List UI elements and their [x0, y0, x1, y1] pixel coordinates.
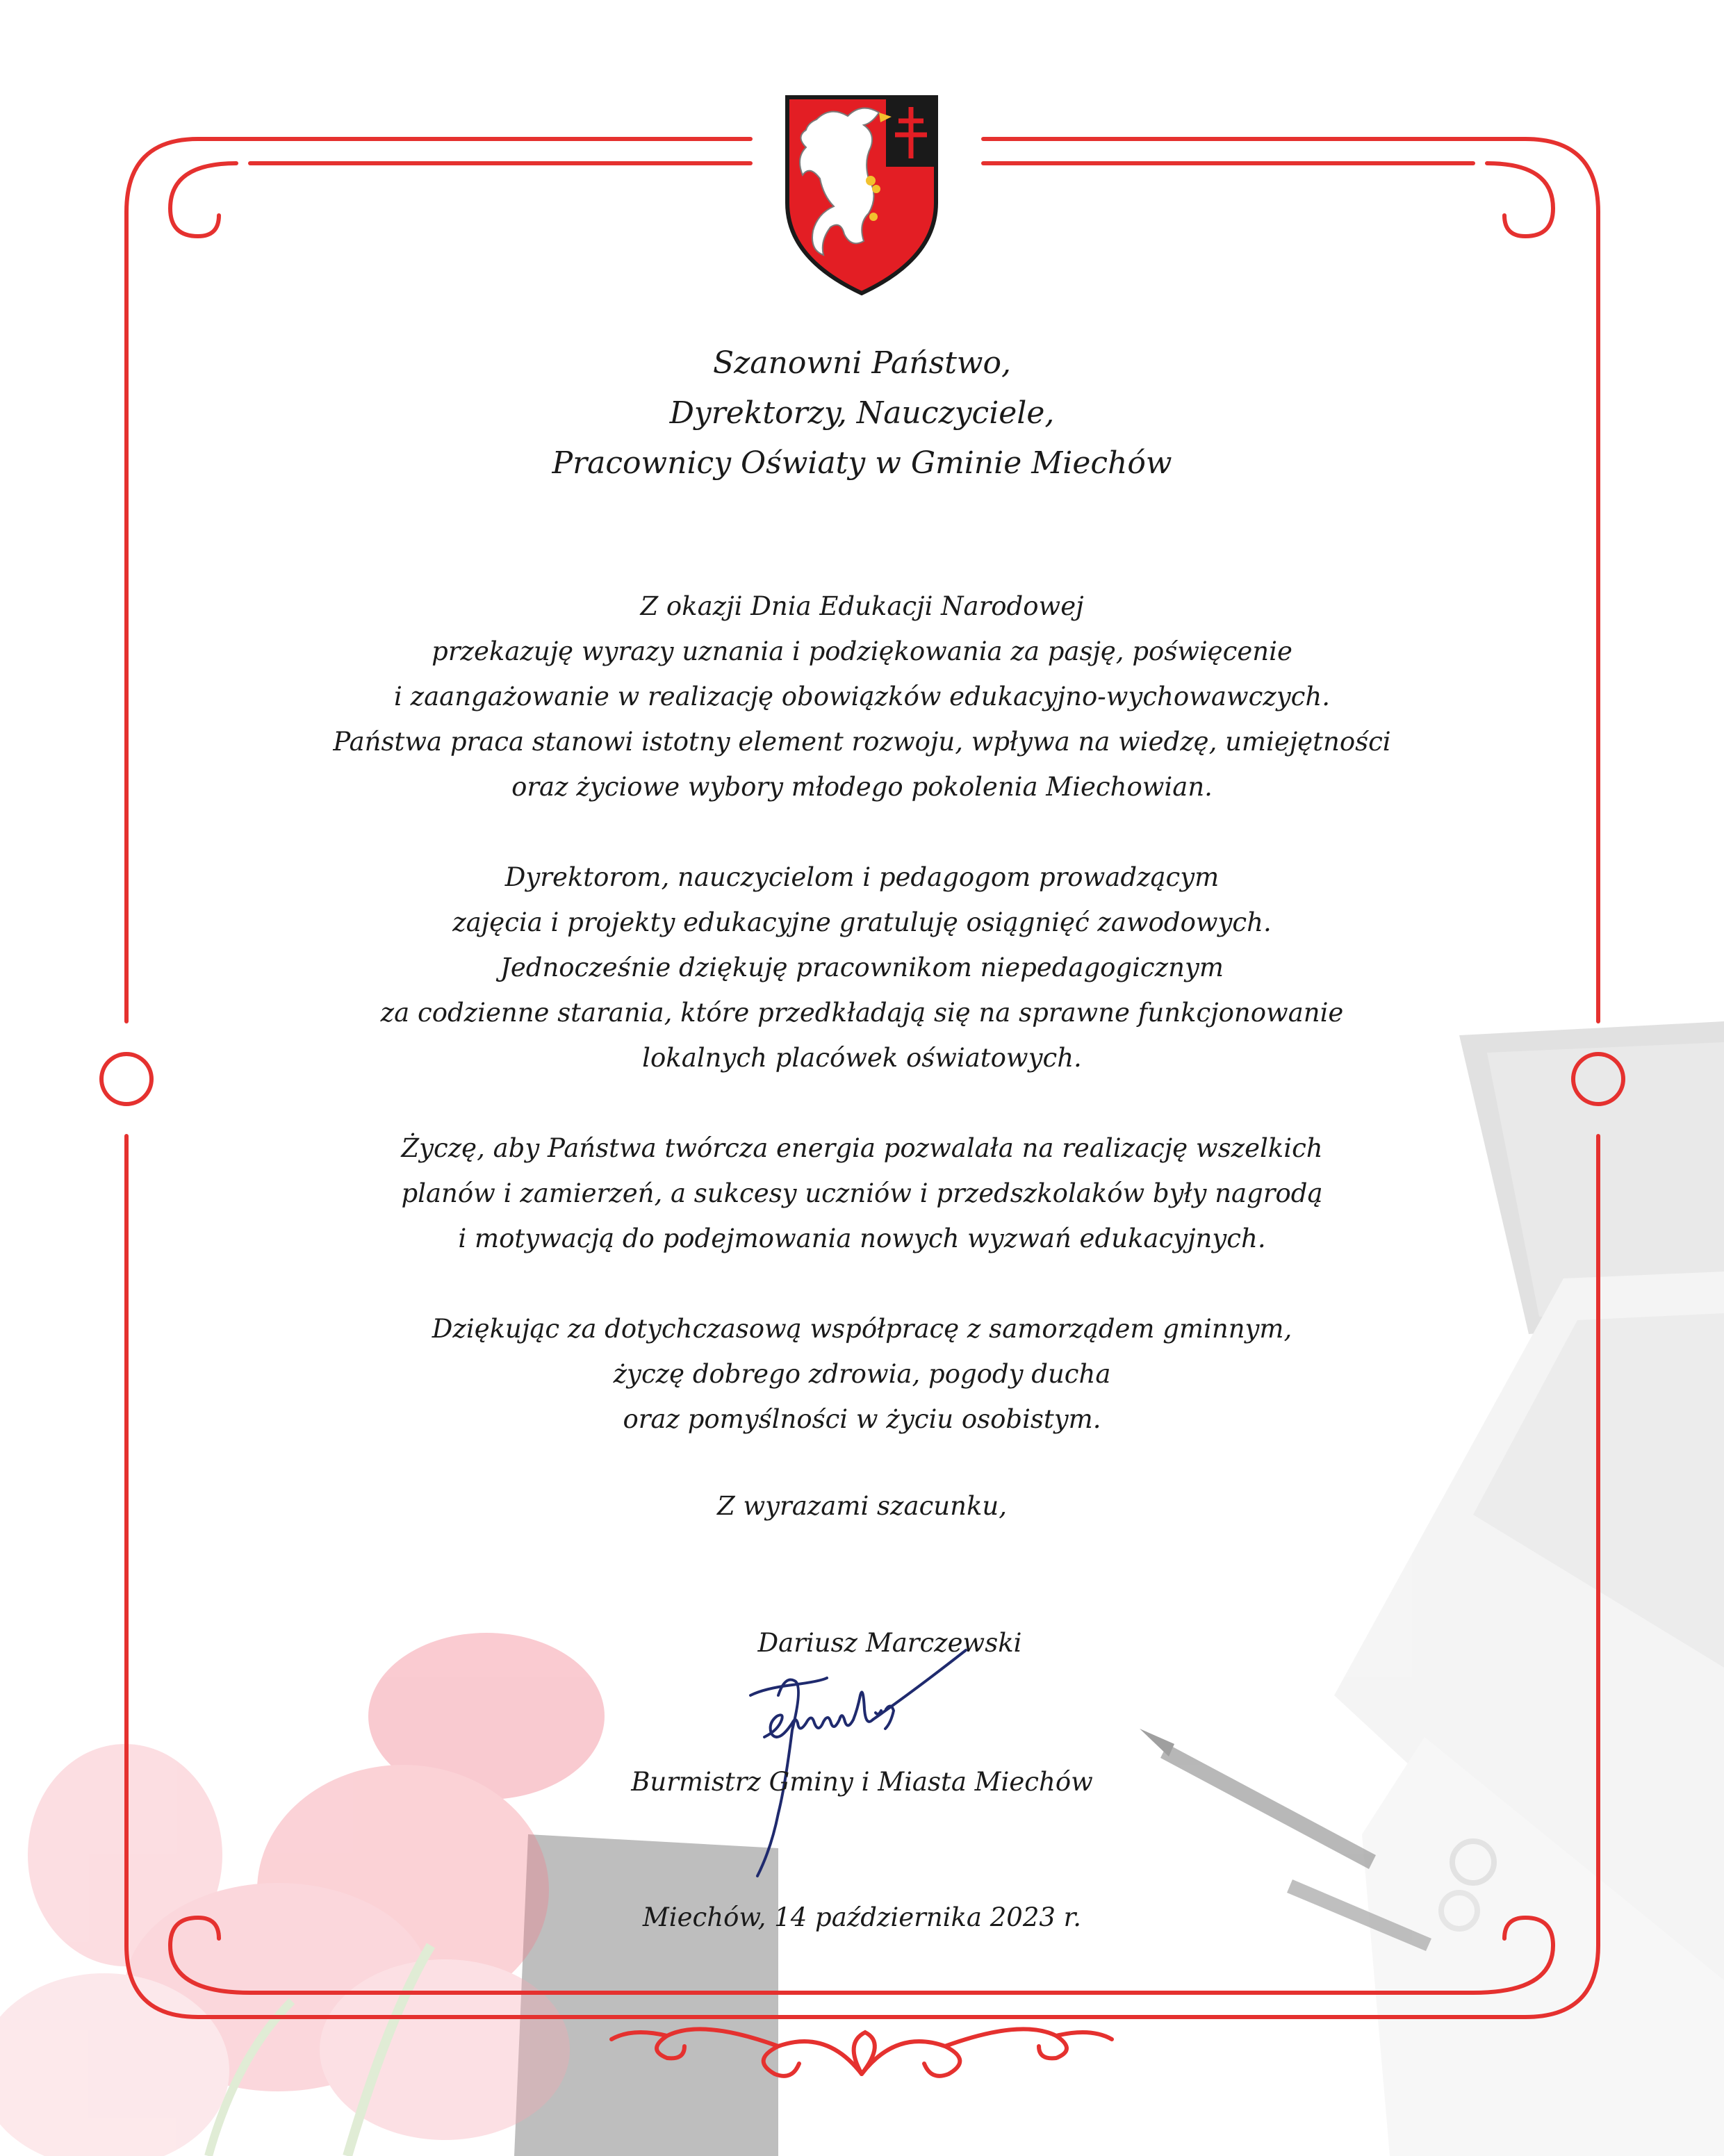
body-line: życzę dobrego zdrowia, pogody ducha — [613, 1359, 1111, 1389]
bottom-flourish — [611, 2029, 1112, 2075]
body-line: i zaangażowanie w realizację obowiązków edukacyjno-wychowawczych. — [394, 682, 1330, 711]
paragraph — [250, 584, 1474, 809]
coat-of-arms-icon — [782, 92, 942, 297]
body-line: zajęcia i projekty edukacyjne gratuluję osiągnięć zawodowych. — [452, 907, 1272, 937]
signer-name: Dariusz Marczewski — [757, 1628, 1022, 1658]
body-line: oraz życiowe wybory młodego pokolenia Miechowian. — [511, 772, 1213, 802]
paragraph — [250, 855, 1474, 1080]
greeting-line: Dyrektorzy, Nauczyciele, — [669, 395, 1055, 431]
body-line: Dziękując za dotychczasową współpracę z samorządem gminnym, — [432, 1314, 1292, 1344]
body-line: Z okazji Dnia Edukacji Narodowej — [640, 591, 1084, 621]
paragraph — [250, 1306, 1474, 1442]
body-line: Państwa praca stanowi istotny element rozwoju, wpływa na wiedzę, umiejętności — [333, 727, 1391, 757]
signer-title: Burmistrz Gminy i Miasta Miechów — [631, 1767, 1093, 1797]
closing-phrase: Z wyrazami szacunku, — [717, 1491, 1007, 1521]
greeting-line: Szanowni Państwo, — [712, 345, 1012, 381]
body-line: za codzienne starania, które przedkładają się na sprawne funkcjonowanie — [380, 998, 1344, 1028]
body-line: i motywacją do podejmowania nowych wyzwań edukacyjnych. — [458, 1224, 1266, 1253]
body-line: Dyrektorom, nauczycielom i pedagogom prowadzącym — [504, 862, 1220, 892]
greeting — [250, 338, 1474, 488]
frame-right-ring — [1573, 1054, 1623, 1104]
body-line: przekazuję wyrazy uznania i podziękowania za pasję, poświęcenie — [432, 636, 1292, 666]
letter-body — [250, 584, 1474, 1487]
frame-left-ring — [101, 1054, 151, 1104]
body-line: Jednocześnie dziękuję pracownikom niepedagogicznym — [500, 953, 1224, 982]
paragraph — [250, 1126, 1474, 1261]
date-place: Miechów, 14 października 2023 r. — [642, 1902, 1082, 1932]
body-line: oraz pomyślności w życiu osobistym. — [623, 1404, 1101, 1434]
body-line: lokalnych placówek oświatowych. — [642, 1043, 1082, 1073]
greeting-line: Pracownicy Oświaty w Gminie Miechów — [552, 445, 1172, 481]
body-line: Życzę, aby Państwa twórcza energia pozwalała na realizację wszelkich — [401, 1133, 1323, 1163]
body-line: planów i zamierzeń, a sukcesy uczniów i przedszkolaków były nagrodą — [401, 1178, 1323, 1208]
